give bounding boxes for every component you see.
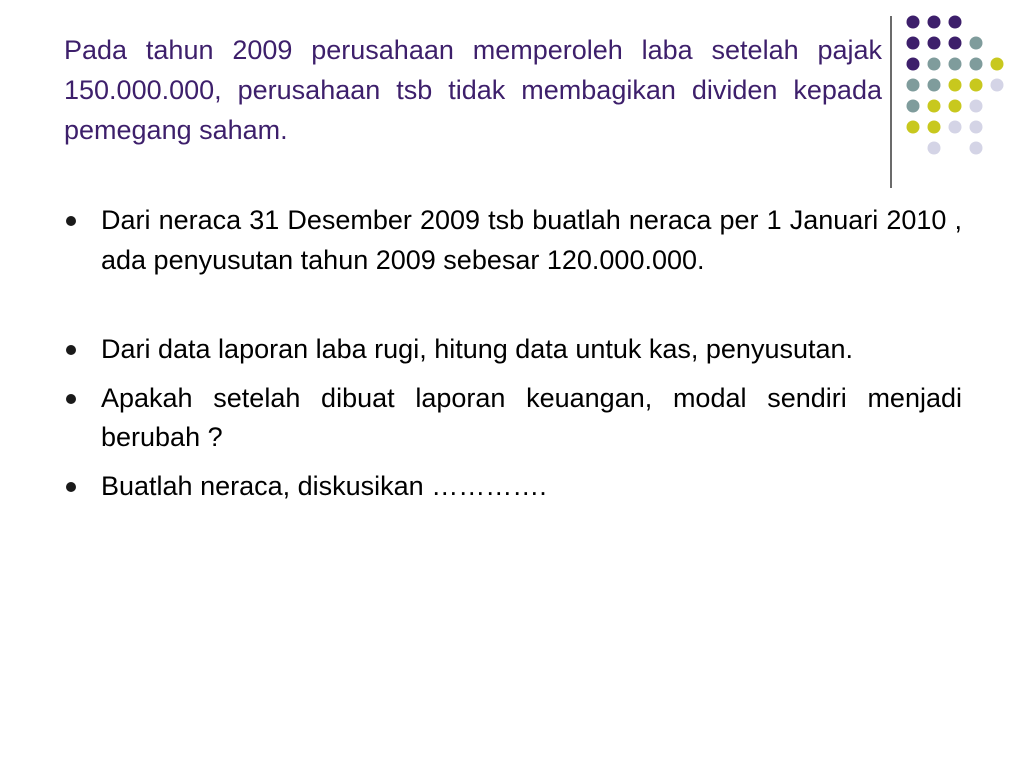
bullet-dot-icon xyxy=(66,394,76,404)
bullet-dot-icon xyxy=(66,216,76,226)
decorative-dot xyxy=(949,37,962,50)
decorative-dot xyxy=(928,142,941,155)
bullet-list xyxy=(64,201,962,515)
decorative-dot xyxy=(907,79,920,92)
bullet-item xyxy=(64,201,962,280)
bullet-text: Dari data laporan laba rugi, hitung data untuk kas, penyusutan. xyxy=(101,334,854,364)
decorative-dot xyxy=(949,121,962,134)
bullet-item xyxy=(64,330,962,370)
decorative-dot xyxy=(907,16,920,29)
decorative-dot xyxy=(970,79,983,92)
decorative-dot xyxy=(949,58,962,71)
decorative-dot xyxy=(991,79,1004,92)
decorative-dot xyxy=(928,37,941,50)
decorative-dot xyxy=(970,121,983,134)
decorative-dot xyxy=(907,37,920,50)
bullet-item xyxy=(64,467,962,507)
bullet-text: Buatlah neraca, diskusikan …………. xyxy=(101,470,547,501)
decorative-dot xyxy=(970,100,983,113)
decorative-dot xyxy=(949,100,962,113)
decorative-dot xyxy=(907,100,920,113)
decorative-dot xyxy=(970,58,983,71)
bullet-dot-icon xyxy=(66,345,76,355)
decorative-dot xyxy=(991,58,1004,71)
decorative-dot xyxy=(970,37,983,50)
decorative-dot xyxy=(907,58,920,71)
decorative-dot xyxy=(970,142,983,155)
slide-title: Pada tahun 2009 perusahaan memperoleh laba setelah pajak 150.000.000, perusahaan tsb tidak membagikan dividen kepada pemegang saham. xyxy=(64,35,882,145)
decorative-dot xyxy=(907,121,920,134)
decorative-dot xyxy=(928,121,941,134)
title-divider-line xyxy=(890,16,892,188)
bullet-text: Apakah setelah dibuat laporan keuangan, modal sendiri menjadi berubah ? xyxy=(101,382,962,452)
decorative-dot xyxy=(949,16,962,29)
decorative-dot xyxy=(928,58,941,71)
decorative-dot xyxy=(949,79,962,92)
decorative-dot xyxy=(928,79,941,92)
bullet-item xyxy=(64,379,962,458)
bullet-dot-icon xyxy=(66,482,76,492)
bullet-text: Dari neraca 31 Desember 2009 tsb buatlah neraca per 1 Januari 2010 , ada penyusutan tahun 2009 sebesar 120.000.000. xyxy=(101,205,962,275)
decorative-dot-grid xyxy=(905,11,1015,171)
decorative-dot xyxy=(928,100,941,113)
decorative-dot xyxy=(928,16,941,29)
